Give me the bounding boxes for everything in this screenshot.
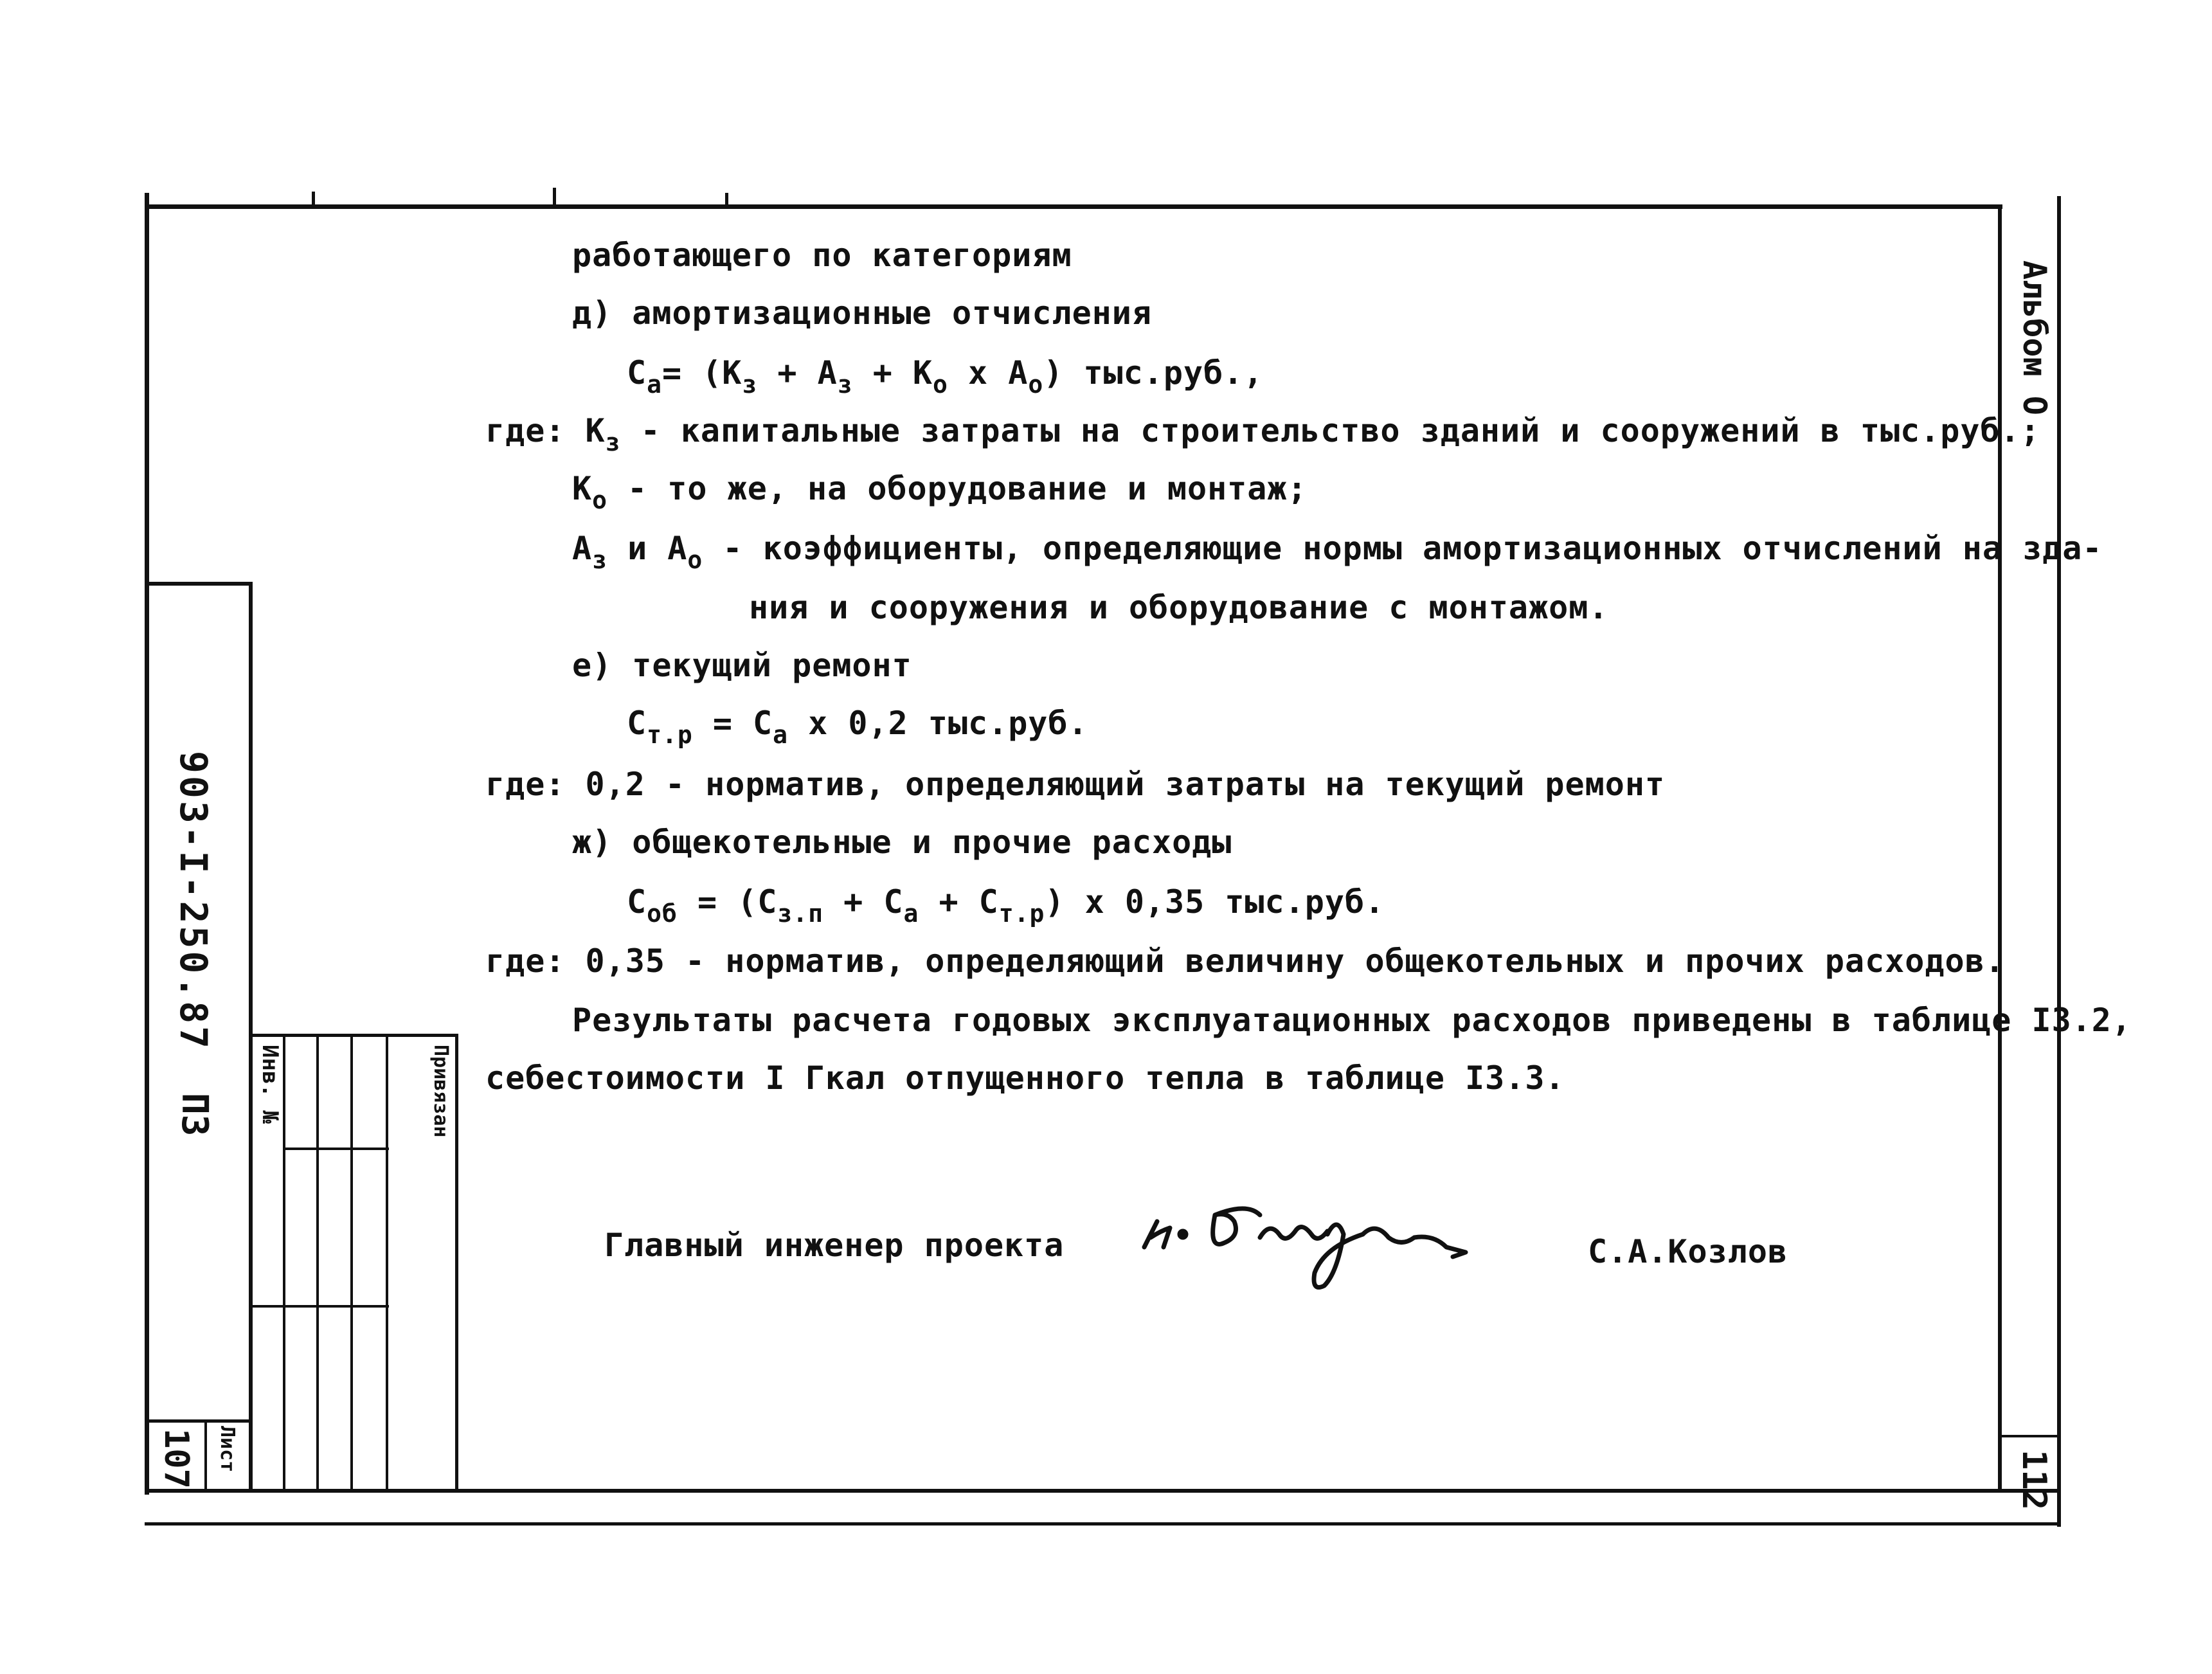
frame-outer-bottom-line (145, 1522, 2060, 1526)
formula-ctr: $C_{т.р} = C_a$ x 0,2 тыс.руб. (627, 705, 1088, 749)
top-tick (312, 192, 315, 206)
stamp-inv-label: Инв. № (257, 1045, 283, 1124)
stamp-col-5 (455, 1034, 458, 1491)
stamp-table-top-line (249, 1034, 458, 1037)
album-label: Альбом О (2016, 260, 2053, 415)
stamp-row-1 (283, 1148, 389, 1150)
stamp-col-2 (316, 1034, 319, 1491)
frame-left-line (145, 193, 149, 1495)
frame-top-line (145, 204, 2002, 209)
formula-ca: $C_a= (K_з + A_з + K_o$ x $A_o$) тыс.руб., (627, 354, 1264, 399)
top-tick (553, 188, 556, 206)
formula-cob: $C_{об} = (C_{з.п} + C_a + C_{т.р})$ x 0,35 тыс.руб. (627, 883, 1385, 928)
stamp-list-top-line (145, 1419, 251, 1423)
stamp-list-number: 107 (157, 1428, 195, 1489)
result-line-1: Результаты расчета годовых эксплуатационных расходов приведены в таблице I3.2, (572, 1002, 2132, 1039)
stamp-top-line (145, 582, 251, 586)
where-kz-line: где: $K_з$ - капитальные затраты на строительство зданий и сооружений в тыс.руб.; (485, 412, 2040, 456)
frame-right-line (1998, 204, 2002, 1493)
result-line-2: себестоимости I Гкал отпущенного тепла в таблице I3.3. (485, 1059, 1565, 1097)
heading-e: е) текущий ремонт (572, 647, 912, 684)
frame-bottom-line (145, 1489, 2060, 1493)
frame-outer-right-line (2057, 196, 2061, 1527)
signature-role: Главный инженер проекта (604, 1227, 1065, 1264)
stamp-list-mid-line (204, 1419, 207, 1491)
stamp-privyazan-label: Привязан (429, 1045, 452, 1138)
where-02-line: где: 0,2 - норматив, определяющий затраты на текущий ремонт (485, 766, 1666, 803)
doc-section: ПЗ (174, 1093, 215, 1137)
az-ao-continuation: ния и сооружения и оборудование с монтажом. (749, 589, 1609, 626)
body-line-1: работающего по категориям (572, 237, 1072, 274)
stamp-col-1 (283, 1034, 285, 1491)
az-ao-line: $A_з$ и $A_o$ - коэффициенты, определяющие нормы амортизационных отчислений на зда- (572, 530, 2103, 574)
doc-code: 903-I-250.87 (172, 751, 215, 1052)
stamp-list-label: Лист (216, 1426, 238, 1473)
handwritten-signature (1131, 1176, 1504, 1299)
heading-zh: ж) общекотельные и прочие расходы (572, 824, 1232, 861)
signature-name: С.А.Козлов (1588, 1233, 1788, 1270)
page-number-divider (1998, 1435, 2061, 1437)
ko-line: $K_o$ - то же, на оборудование и монтаж; (572, 470, 1308, 514)
page-number: 112 (2015, 1450, 2053, 1510)
stamp-col-4 (386, 1034, 388, 1491)
stamp-col-3 (350, 1034, 353, 1491)
where-035-line: где: 0,35 - норматив, определяющий величину общекотельных и прочих расходов. (485, 942, 2005, 980)
heading-d: д) амортизационные отчисления (572, 294, 1152, 332)
top-tick (725, 193, 728, 206)
stamp-row-2 (249, 1305, 389, 1308)
